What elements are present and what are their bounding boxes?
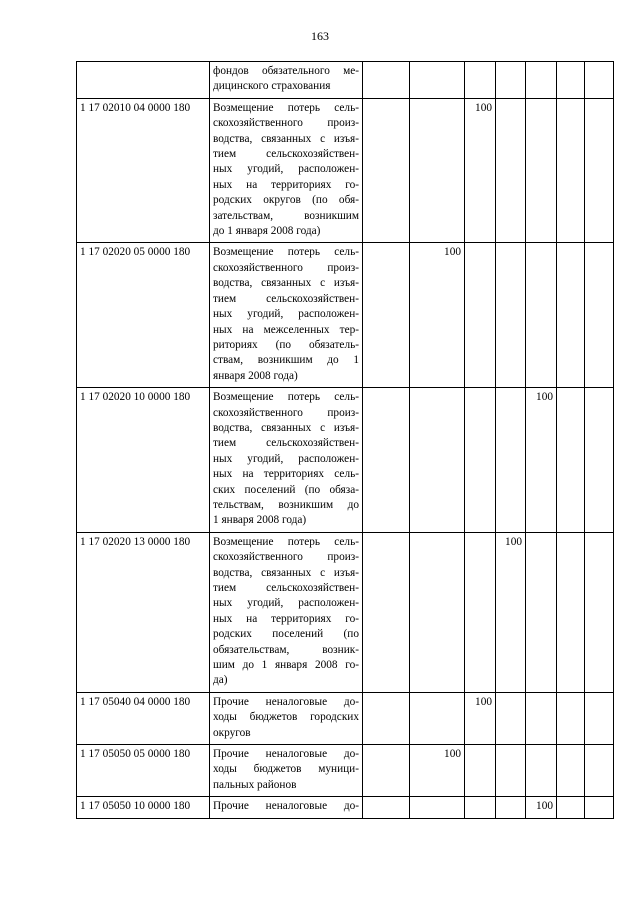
description-line: ных на территориях го- [213,612,359,625]
budget-code-cell: 1 17 05040 04 0000 180 [77,692,210,744]
normative-value-cell [363,388,410,533]
normative-value-cell [557,797,585,818]
description-line: тельствам, возникшим до [213,498,359,511]
normative-value-cell: 100 [526,797,557,818]
table-row [77,243,614,388]
description-line: ных угодий, расположен- [213,163,359,176]
normative-value-cell [465,62,496,99]
description-line: Возмещение потерь сель- [213,101,359,114]
description-line: ходы бюджетов городских [213,711,359,724]
normative-value-cell [585,797,614,818]
normative-value-cell [363,745,410,797]
normative-value-cell [465,388,496,533]
description-line: скохозяйственного произ- [213,261,359,274]
description-cell [210,745,363,797]
description-line: родских округов (по обя- [213,194,359,207]
normative-value-cell: 100 [465,692,496,744]
normative-value-cell [526,745,557,797]
normative-value-cell [526,62,557,99]
description-line: скохозяйственного произ- [213,406,359,419]
normative-value-cell [585,692,614,744]
normative-value-cell [496,62,526,99]
description-line: родских поселений (по [213,628,359,641]
description-line: риториях (по обязатель- [213,338,359,351]
description-line: тием сельскохозяйствен- [213,292,359,305]
table-row [77,532,614,692]
description-line: Прочие неналоговые до- [213,800,359,813]
description-cell [210,62,363,99]
description-line: тием сельскохозяйствен- [213,148,359,161]
normative-value-cell [496,797,526,818]
description-line: ских поселений (по обяза- [213,483,359,496]
description-line: 1 января 2008 года) [213,514,307,527]
normative-value-cell [585,98,614,243]
normative-value-cell [363,797,410,818]
table-row [77,62,614,99]
description-line: водства, связанных с изъя- [213,132,359,145]
normative-value-cell [557,388,585,533]
normative-value-cell [557,62,585,99]
table-row [77,692,614,744]
normative-value-cell: 100 [410,745,465,797]
normative-value-cell [585,745,614,797]
normative-value-cell [496,745,526,797]
table-row [77,745,614,797]
description-cell [210,388,363,533]
budget-code-cell: 1 17 02020 13 0000 180 [77,532,210,692]
description-line: Прочие неналоговые до- [213,695,359,708]
description-line: зательствам, возникшим [213,209,359,222]
description-line: дицинского страхования [213,80,331,93]
normative-value-cell [557,532,585,692]
table-row [77,797,614,818]
description-line: водства, связанных с изъя- [213,566,359,579]
normative-value-cell [585,62,614,99]
normative-value-cell [585,532,614,692]
normative-value-cell [363,692,410,744]
page-number: 163 [311,29,329,43]
budget-code-cell: 1 17 02020 05 0000 180 [77,243,210,388]
description-line: округов [213,726,251,739]
description-line: Прочие неналоговые до- [213,748,359,761]
description-line: ных угодий, расположен- [213,308,359,321]
description-line: тием сельскохозяйствен- [213,582,359,594]
description-line: января 2008 года) [213,369,298,382]
description-line: шим до 1 января 2008 го- [213,659,359,672]
budget-code-cell: 1 17 05050 10 0000 180 [77,797,210,818]
normative-value-cell [526,532,557,692]
normative-value-cell [363,62,410,99]
description-line: ствам, возникшим до 1 [213,354,359,367]
normative-value-cell [410,98,465,243]
description-line: фондов обязательного ме- [213,65,359,77]
normative-value-cell [526,692,557,744]
normative-value-cell [557,98,585,243]
table-body [77,62,614,819]
normative-value-cell [496,692,526,744]
normative-value-cell [363,243,410,388]
description-line: ных угодий, расположен- [213,597,359,610]
description-line: обязательствам, возник- [213,643,359,656]
normative-value-cell [410,797,465,818]
description-line: тием сельскохозяйствен- [213,437,359,450]
description-cell [210,98,363,243]
normative-value-cell: 100 [496,532,526,692]
description-line: да) [213,674,228,687]
normative-value-cell [557,243,585,388]
normative-value-cell [465,745,496,797]
normative-value-cell [410,388,465,533]
table-row [77,98,614,243]
normative-value-cell [465,243,496,388]
normative-value-cell [465,797,496,818]
description-line: пальных районов [213,778,297,791]
description-line: скохозяйственного произ- [213,551,359,564]
description-line: Возмещение потерь сель- [213,391,359,404]
normative-value-cell [585,243,614,388]
description-line: до 1 января 2008 года) [213,225,321,238]
normative-value-cell [363,98,410,243]
description-cell [210,797,363,818]
normative-value-cell [526,98,557,243]
table-row [77,388,614,533]
normative-value-cell [526,243,557,388]
normative-value-cell [496,98,526,243]
description-line: Возмещение потерь сель- [213,535,359,548]
budget-code-cell: 1 17 05050 05 0000 180 [77,745,210,797]
description-line: водства, связанных с изъя- [213,277,359,290]
normative-value-cell [557,745,585,797]
normative-value-cell: 100 [410,243,465,388]
budget-code-cell [77,62,210,99]
description-line: ных на территориях сель- [213,468,359,481]
normative-value-cell [465,532,496,692]
description-line: ных на межселенных тер- [213,323,359,336]
normative-value-cell [557,692,585,744]
description-line: ных угодий, расположен- [213,452,359,465]
normative-value-cell [410,692,465,744]
description-line: ных на территориях го- [213,178,359,191]
description-line: водства, связанных с изъя- [213,421,359,434]
normative-value-cell: 100 [526,388,557,533]
description-line: ходы бюджетов муници- [213,763,359,776]
budget-code-cell: 1 17 02010 04 0000 180 [77,98,210,243]
normative-value-cell [363,532,410,692]
budget-code-cell: 1 17 02020 10 0000 180 [77,388,210,533]
normative-value-cell [496,388,526,533]
description-line: Возмещение потерь сель- [213,246,359,259]
description-cell [210,532,363,692]
description-cell [210,243,363,388]
normative-value-cell [496,243,526,388]
budget-revenue-table [76,61,614,819]
description-line: скохозяйственного произ- [213,117,359,130]
normative-value-cell [585,388,614,533]
normative-value-cell: 100 [465,98,496,243]
normative-value-cell [410,62,465,99]
description-cell [210,692,363,744]
normative-value-cell [410,532,465,692]
